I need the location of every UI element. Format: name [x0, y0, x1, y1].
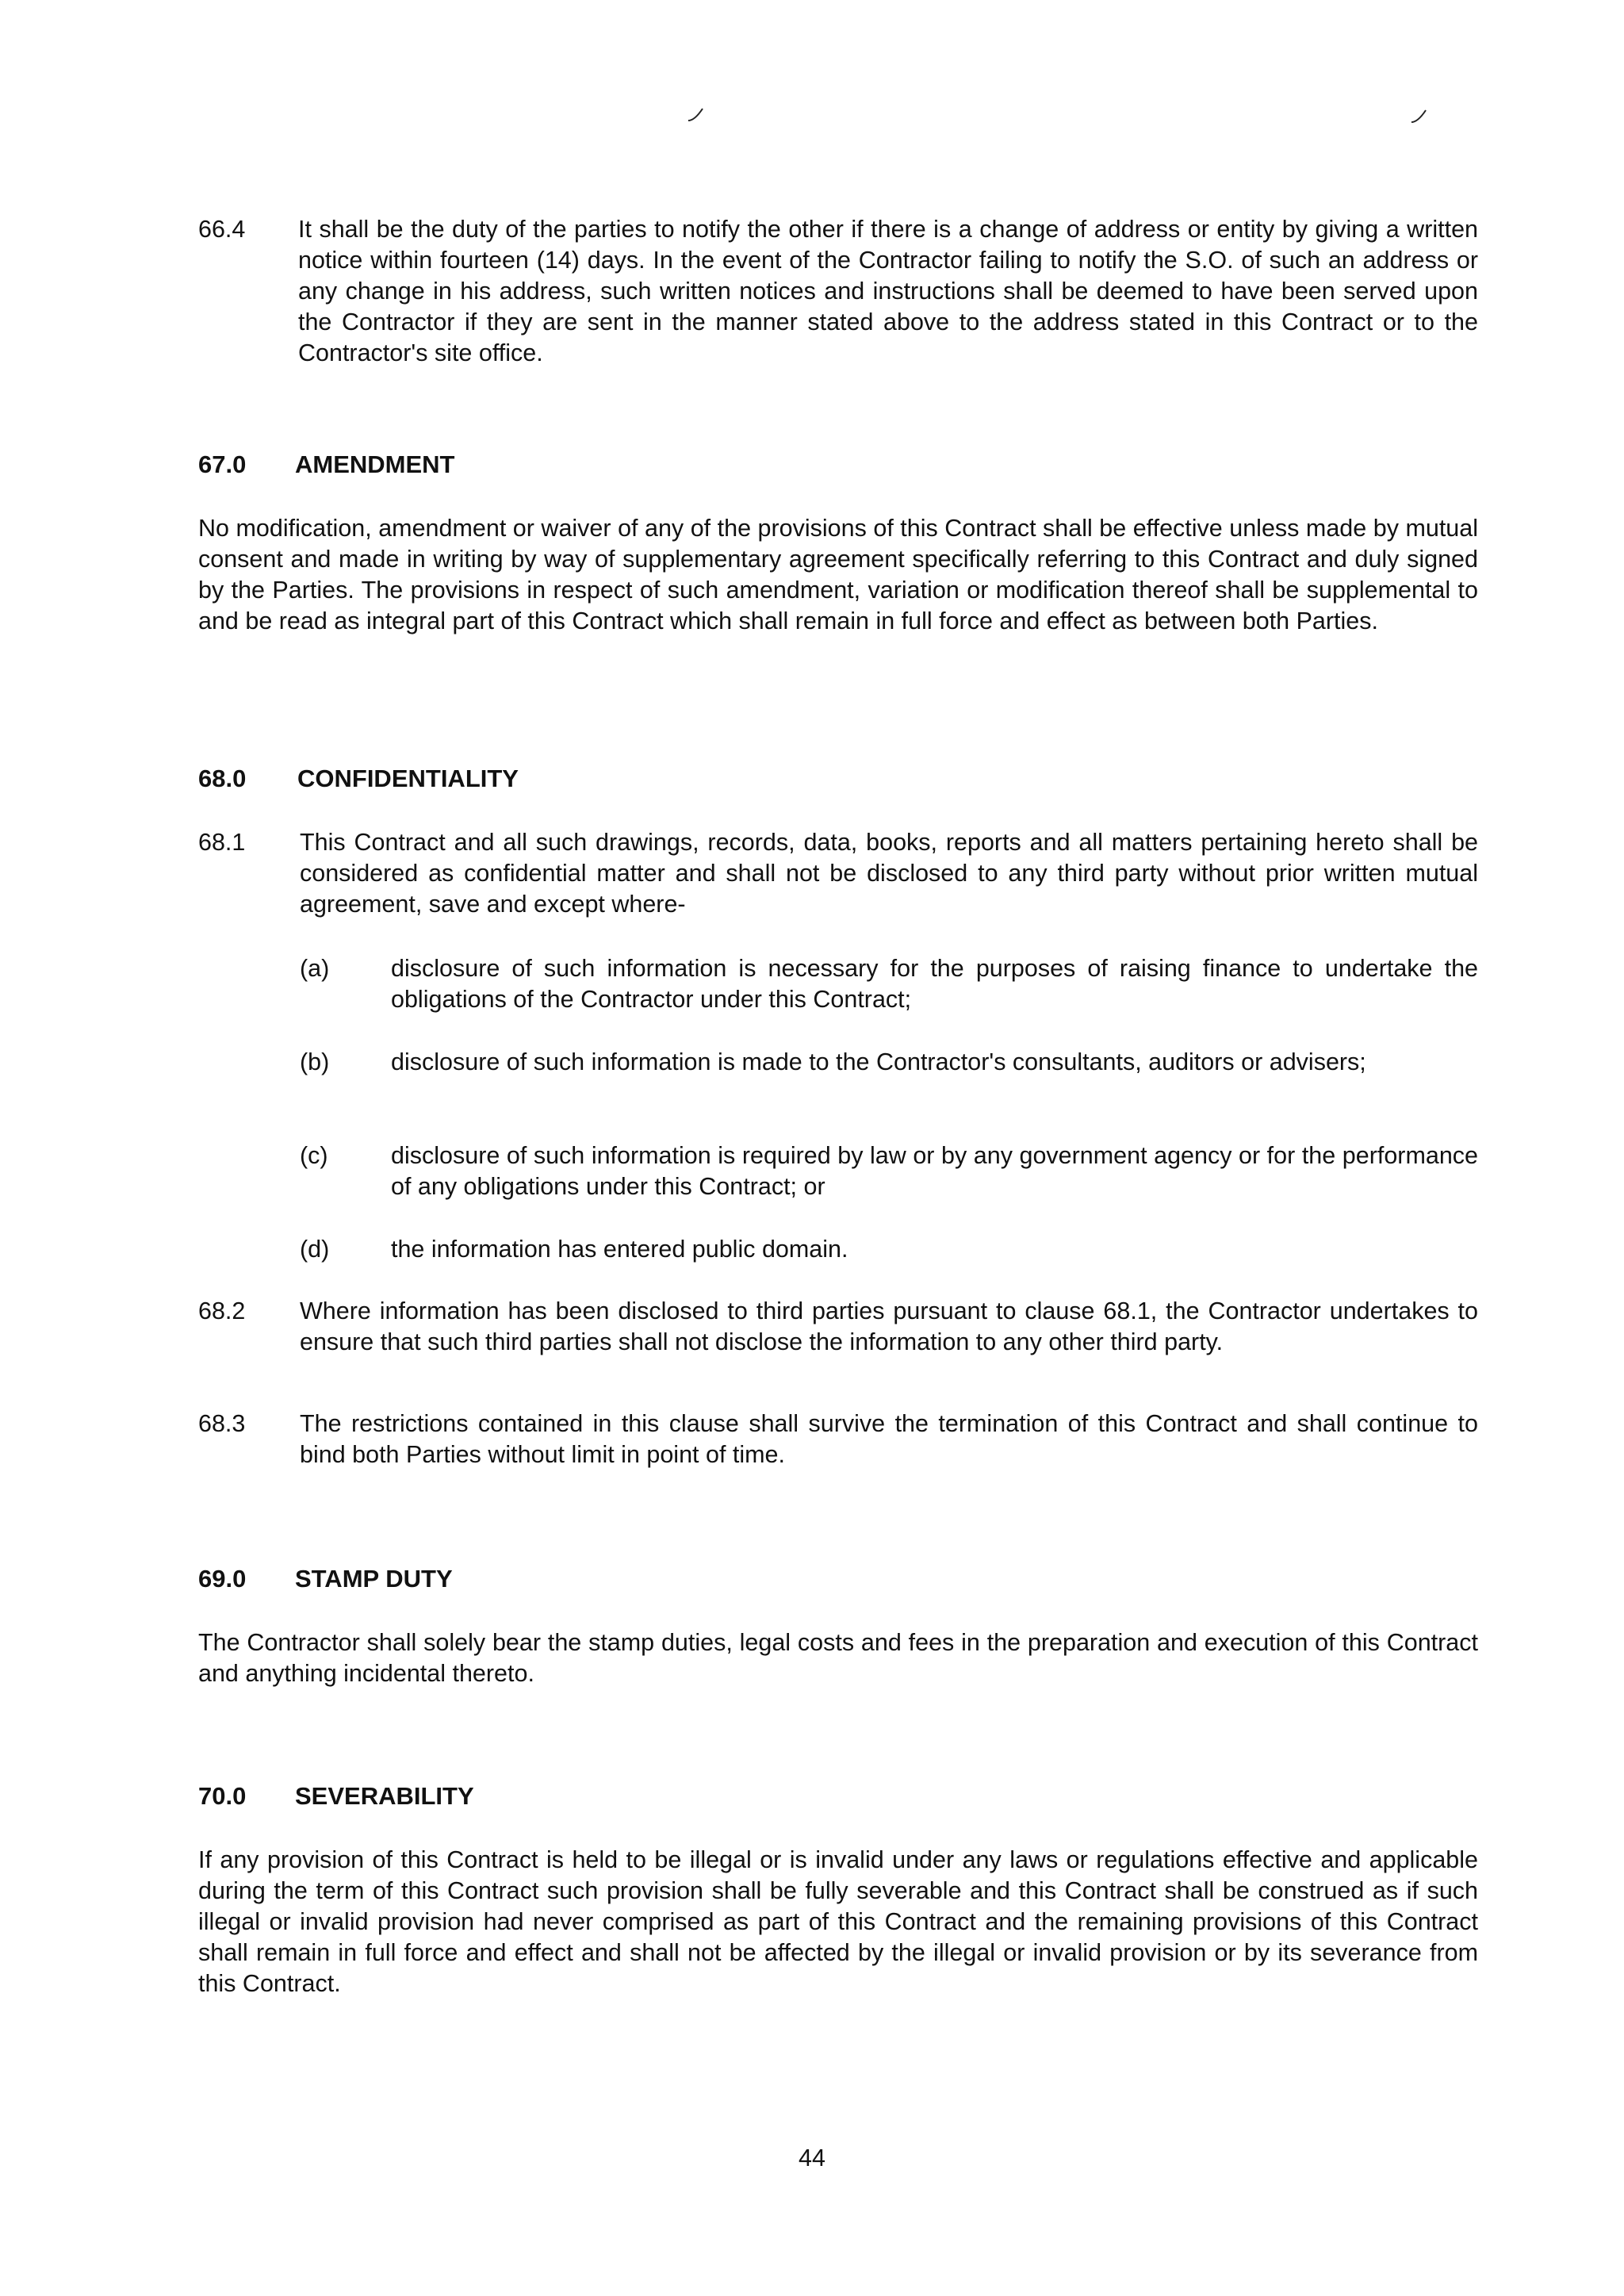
- clause-68-1-item-c-label: (c): [300, 1142, 328, 1169]
- clause-68-3-text: The restrictions contained in this clause shall survive the termination of this Contract and shall continue to bind both Parties without limit in point of time.: [300, 1410, 1478, 1468]
- clause-68-1-number: 68.1: [198, 829, 246, 856]
- clause-69-title: STAMP DUTY: [295, 1565, 453, 1593]
- clause-70-text: If any provision of this Contract is held to be illegal or is invalid under any laws or regulations effective and applicable during the term of this Contract such provision shall be fully severable and this Contract shall be construed as if such illegal or invalid provision had never comprised as part of this Contract and the remaining provisions of this Contract shall remain in full force and effect and shall not be affected by the illegal or invalid provision or by its severance from this Contract.: [198, 1846, 1478, 1997]
- clause-70-heading: [198, 1780, 674, 1811]
- clause-68-1-item-b-text: disclosure of such information is made to the Contractor's consultants, auditors or advisers;: [391, 1048, 1366, 1075]
- clause-66-4-number: 66.4: [198, 216, 246, 243]
- clause-68-number: 68.0: [198, 765, 247, 792]
- clause-67-heading: [198, 449, 674, 480]
- clause-67-title: AMENDMENT: [295, 450, 455, 478]
- clause-69-number: 69.0: [198, 1565, 247, 1593]
- clause-69-heading: [198, 1563, 674, 1594]
- clause-68-1-item-b-label: (b): [300, 1048, 330, 1075]
- clause-67-text: No modification, amendment or waiver of any of the provisions of this Contract shall be effective unless made by mutual consent and made in writing by way of supplementary agreement specifically referring to this Contract and duly signed by the Parties. The provisions in respect of such amendment, variation or modification thereof shall be supplemental to and be read as integral part of this Contract which shall remain in full force and effect as between both Parties.: [198, 515, 1478, 634]
- clause-68-title: CONFIDENTIALITY: [297, 765, 519, 792]
- page-number: 44: [799, 2145, 825, 2171]
- clause-68-1-item-a-label: (a): [300, 955, 330, 982]
- clause-69-text: The Contractor shall solely bear the stamp duties, legal costs and fees in the preparation and execution of this Contract and anything incidental thereto.: [198, 1629, 1478, 1687]
- clause-68-1-item-d-text: the information has entered public domain.: [391, 1236, 848, 1263]
- clause-66-4-text: It shall be the duty of the parties to notify the other if there is a change of address or entity by giving a written notice within fourteen (14) days. In the event of the Contractor failing to notify the S.O. of such an address or any change in his address, such written notices and instructions shall be deemed to have been served upon the Contractor if they are sent in the manner stated above to the address stated in this Contract or to the Contractor's site office.: [298, 216, 1478, 366]
- clause-70-title: SEVERABILITY: [295, 1782, 474, 1810]
- clause-68-heading: [198, 763, 674, 794]
- clause-68-1-text: This Contract and all such drawings, records, data, books, reports and all matters pertaining hereto shall be considered as confidential matter and shall not be disclosed to any third party without prior written mutual agreement, save and except where-: [300, 829, 1478, 918]
- clause-68-1-item-d-label: (d): [300, 1236, 330, 1263]
- clause-68-1-item-a-text: disclosure of such information is necessary for the purposes of raising finance to undertake the obligations of the Contractor under this Contract;: [391, 955, 1478, 1013]
- clause-68-2-number: 68.2: [198, 1297, 246, 1324]
- clause-68-2-text: Where information has been disclosed to third parties pursuant to clause 68.1, the Contractor undertakes to ensure that such third parties shall not disclose the information to any other third party.: [300, 1297, 1478, 1355]
- clause-68-1-item-c-text: disclosure of such information is required by law or by any government agency or for the performance of any obligations under this Contract; or: [391, 1142, 1478, 1200]
- clause-67-number: 67.0: [198, 450, 247, 478]
- clause-68-3-number: 68.3: [198, 1410, 246, 1437]
- clause-70-number: 70.0: [198, 1782, 247, 1810]
- initial-mark-right: [1410, 108, 1427, 125]
- initial-mark-left: [687, 106, 704, 124]
